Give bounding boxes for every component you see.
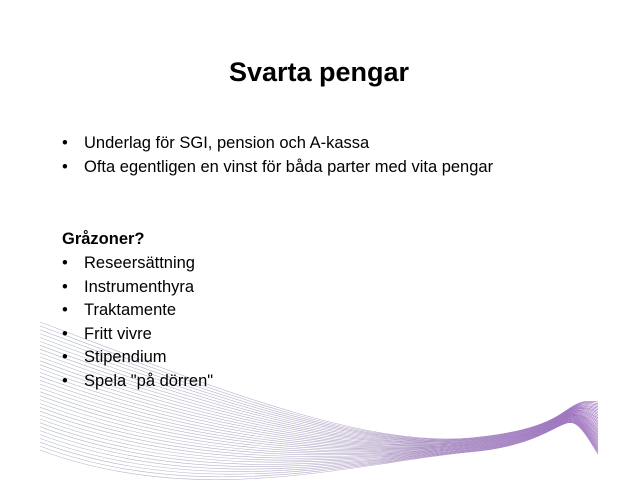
bullet-text: Spela "på dörren": [84, 371, 214, 390]
bullet-marker: •: [62, 157, 68, 176]
bullet-text: Stipendium: [84, 348, 167, 366]
bullet-text: Fritt vivre: [84, 324, 152, 343]
bullet-marker: •: [62, 348, 68, 366]
wave-line: [40, 407, 598, 455]
list-item: [62, 156, 493, 180]
list-item: [62, 252, 213, 276]
list-item: [62, 370, 213, 394]
bullet-text: Underlag för SGI, pension och A-kassa: [84, 134, 370, 152]
bullet-marker: •: [62, 301, 68, 319]
bullet-marker: •: [62, 134, 68, 152]
list-item: [62, 276, 213, 300]
list-item: [62, 132, 493, 156]
gray-zones-list: [62, 252, 213, 393]
list-item: [62, 346, 213, 370]
bullet-text: Traktamente: [84, 301, 177, 319]
list-item: [62, 299, 213, 323]
list-item: [62, 323, 213, 347]
bullet-marker: •: [62, 324, 68, 343]
bullet-marker: •: [62, 254, 68, 272]
bullet-text: Instrumenthyra: [84, 277, 195, 296]
bullet-text: Reseersättning: [84, 254, 195, 272]
bullet-marker: •: [62, 371, 68, 390]
bullet-marker: •: [62, 277, 68, 296]
bullet-text: Ofta egentligen en vinst för båda parter med vita pengar: [84, 157, 494, 176]
bullet-list: [62, 132, 493, 179]
slide-title: Svarta pengar: [228, 57, 410, 87]
gray-zones-heading: Gråzoner?: [62, 230, 145, 248]
